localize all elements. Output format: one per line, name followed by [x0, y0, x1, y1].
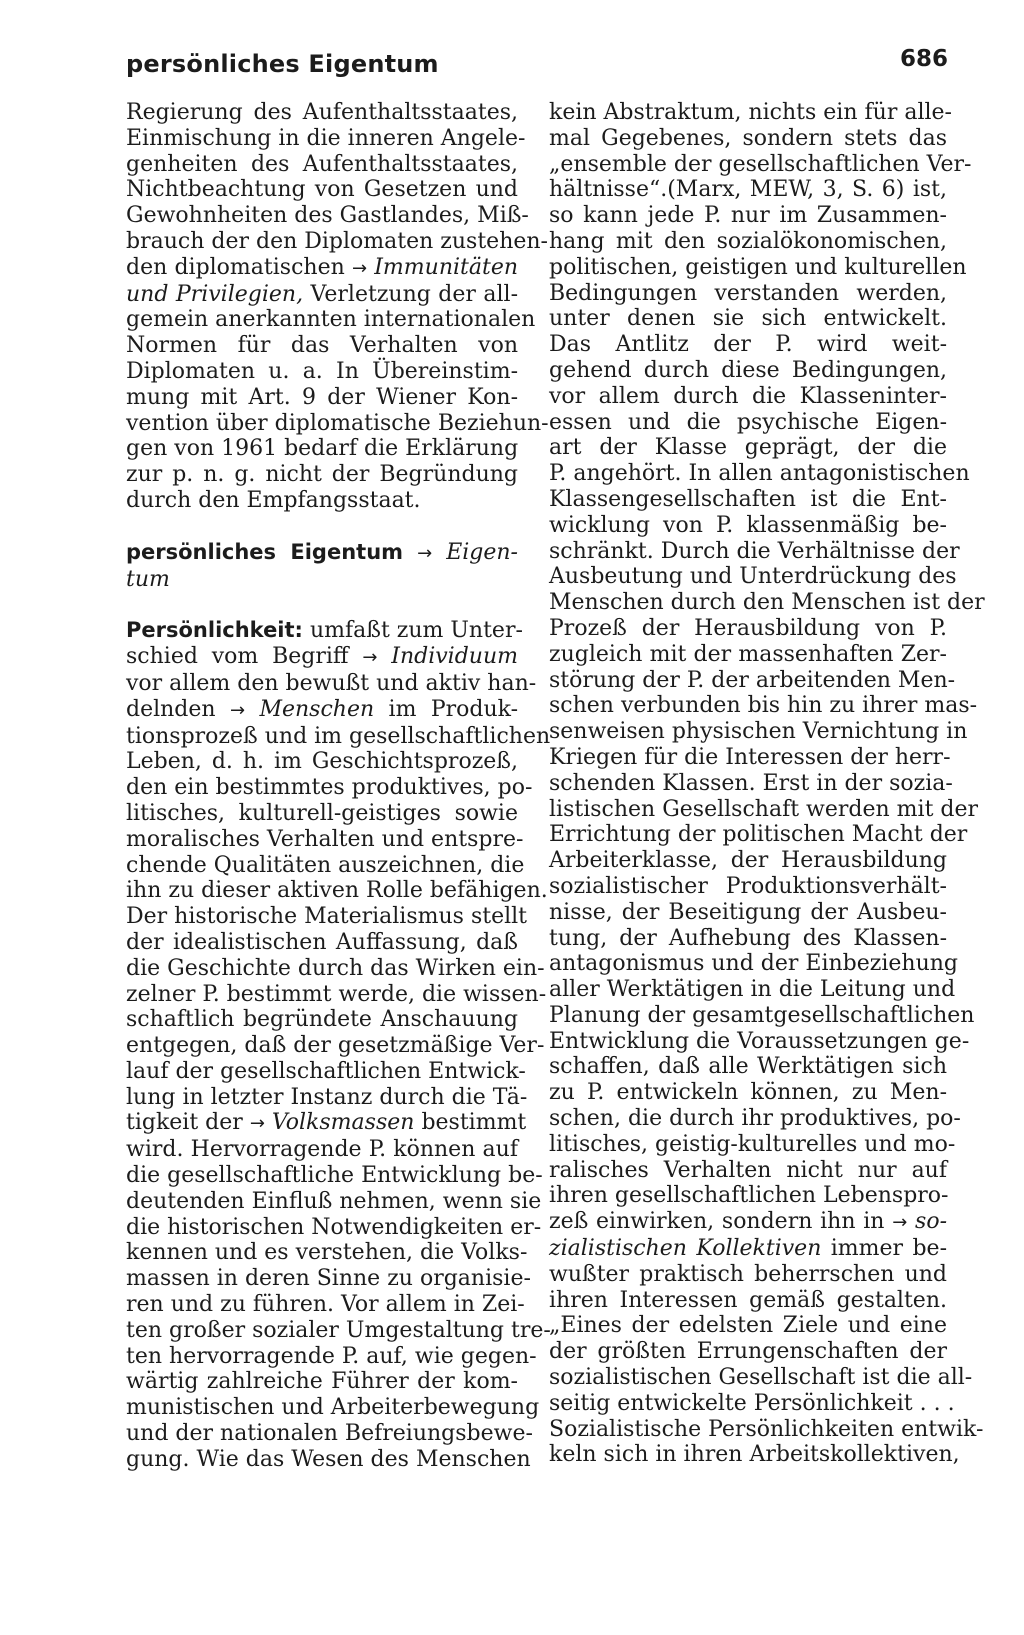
entry-persoenliches-eigentum	[126, 540, 518, 567]
text-line: zur p. n. g. nicht der Begründung	[126, 462, 518, 488]
cross-reference[interactable]: und Privilegien,	[126, 281, 304, 307]
text-line: aller Werktätigen in die Leitung und	[549, 977, 956, 1003]
text-line: Sozialistische Persönlichkeiten entwik-	[549, 1416, 984, 1442]
text-line: deutenden Einfluß nehmen, wenn sie	[126, 1188, 542, 1214]
text-line: wärtig zahlreiche Führer der kom-	[126, 1369, 518, 1395]
text-line: Prozeß der Herausbildung von P.	[549, 615, 947, 641]
text-line: ren und zu führen. Vor allem in Zei-	[126, 1292, 525, 1318]
text-line: schaffen, daß alle Werktätigen sich	[549, 1054, 947, 1080]
text-line: Gewohnheiten des Gastlandes, Miß-	[126, 203, 529, 229]
text-line: seitig entwickelte Persönlichkeit . . .	[549, 1390, 955, 1416]
text-line: ralisches Verhalten nicht nur auf	[549, 1157, 947, 1183]
entry-body-right	[549, 100, 985, 1209]
text-line: essen und die psychische Eigen-	[549, 409, 947, 435]
text-line: moralisches Verhalten und entspre-	[126, 826, 524, 852]
text-line: schied vom Begriff → Individuum	[126, 644, 518, 670]
entry-body	[126, 723, 551, 1111]
text-line: genheiten des Aufenthaltsstaates,	[126, 151, 518, 177]
text-line: zeß einwirken, sondern ihn in → so-	[549, 1209, 948, 1235]
entry-persoenlichkeit: Persönlichkeit: umfaßt zum Unter-	[126, 618, 523, 644]
text-line: vor allem durch die Klasseninter-	[549, 383, 947, 409]
text-line: den ein bestimmtes produktives, po-	[126, 775, 533, 801]
text-line: tionsprozeß und im gesellschaftlichen	[126, 723, 551, 749]
cross-reference[interactable]: Immunitäten	[374, 254, 519, 280]
text-line: der größten Errungenschaften der	[549, 1339, 947, 1365]
text-line: Ausbeutung und Unterdrückung des	[549, 564, 957, 590]
text-line: schränkt. Durch die Verhältnisse der	[549, 538, 960, 564]
cross-reference[interactable]: Individuum	[391, 644, 518, 670]
text-line: ihren Interessen gemäß gestalten.	[549, 1287, 947, 1313]
text-line: nisse, der Beseitigung der Ausbeu-	[549, 899, 947, 925]
left-column	[126, 100, 551, 1473]
entry-headword: Persönlichkeit:	[126, 618, 303, 643]
text-line: art der Klasse geprägt, der die	[549, 435, 947, 461]
cross-reference[interactable]: zialistischen Kollektiven	[549, 1236, 822, 1262]
text-line: Nichtbeachtung von Gesetzen und	[126, 177, 518, 203]
text-line: vention über diplomatische Beziehun-	[126, 410, 549, 436]
right-column	[549, 100, 985, 1468]
entry-body-continued	[126, 1137, 551, 1472]
text-line: zialistischen Kollektiven immer be-	[549, 1236, 947, 1262]
text-line: wußter praktisch beherrschen und	[549, 1261, 947, 1287]
arrow-icon: →	[351, 257, 368, 279]
text-line: brauch der den Diplomaten zustehen-	[126, 228, 548, 254]
text-line: zugleich mit der massenhaften Zer-	[549, 641, 947, 667]
text-line: lung in letzter Instanz durch die Tä-	[126, 1084, 528, 1110]
text-line: zelner P. bestimmt werde, die wissen-	[126, 981, 547, 1007]
text-line: gen von 1961 bedarf die Erklärung	[126, 436, 519, 462]
text-line: ihren gesellschaftlichen Lebenspro-	[549, 1183, 949, 1209]
text-line: Bedingungen verstanden werden,	[549, 280, 947, 306]
text-line: sozialistischer Produktionsverhält-	[549, 873, 947, 899]
arrow-icon: →	[249, 1113, 265, 1135]
text-line: politischen, geistigen und kulturellen	[549, 254, 967, 280]
text-line: schaftlich begründete Anschauung	[126, 1007, 518, 1033]
text-line: Entwicklung die Voraussetzungen ge-	[549, 1028, 970, 1054]
text-line: der idealistischen Auffassung, daß	[126, 929, 518, 955]
arrow-icon: →	[362, 647, 378, 669]
text-line: massen in deren Sinne zu organisie-	[126, 1266, 531, 1292]
entry-continuation	[126, 100, 548, 255]
text-line: mung mit Art. 9 der Wiener Kon-	[126, 384, 518, 410]
text-line: Das Antlitz der P. wird weit-	[549, 332, 947, 358]
text-line: munistischen und Arbeiterbewegung	[126, 1395, 540, 1421]
text-line: gung. Wie das Wesen des Menschen	[126, 1446, 531, 1472]
text-line: Normen für das Verhalten von	[126, 333, 518, 359]
text-line: so kann jede P. nur im Zusammen-	[549, 203, 947, 229]
text-line: entgegen, daß der gesetzmäßige Ver-	[126, 1033, 545, 1059]
text-line: antagonismus und der Einbeziehung	[549, 951, 959, 977]
text-line: Der historische Materialismus stellt	[126, 904, 528, 930]
text-line: schen, die durch ihr produktives, po-	[549, 1106, 961, 1132]
cross-reference[interactable]: Eigen-	[446, 539, 518, 565]
entry-body-right-continued	[549, 1261, 984, 1468]
text-line: litisches, kulturell-geistiges sowie	[126, 800, 518, 826]
text-line: tigkeit der → Volksmassen bestimmt	[126, 1110, 527, 1136]
text-line: senweisen physischen Vernichtung in	[549, 719, 968, 745]
text-line: chende Qualitäten auszeichnen, die	[126, 852, 525, 878]
text-line: kein Abstraktum, nichts ein für alle-	[549, 100, 952, 125]
text-line: litisches, geistig-kulturelles und mo-	[549, 1131, 956, 1157]
text-line: schen verbunden bis hin zu ihrer mas-	[549, 693, 978, 719]
text-line: Leben, d. h. im Geschichtsprozeß,	[126, 749, 518, 775]
cross-reference[interactable]: Menschen	[259, 696, 375, 722]
text-line: die historischen Notwendigkeiten er-	[126, 1214, 542, 1240]
text-line: hang mit den sozialökonomischen,	[549, 228, 947, 254]
text-line: „Eines der edelsten Ziele und eine	[549, 1313, 947, 1339]
arrow-icon: →	[417, 542, 433, 564]
text-line: Regierung des Aufenthaltsstaates,	[126, 100, 518, 125]
text-line: schenden Klassen. Erst in der sozia-	[549, 770, 953, 796]
text-line: die gesellschaftliche Entwicklung be-	[126, 1163, 543, 1189]
text-line: Kriegen für die Interessen der herr-	[549, 744, 951, 770]
text-line: wird. Hervorragende P. können auf	[126, 1137, 518, 1163]
text-line	[126, 567, 518, 593]
entry-continuation-rest	[126, 307, 549, 513]
text-line: sozialistischen Gesellschaft ist die all-	[549, 1365, 973, 1391]
cross-reference[interactable]: tum	[126, 566, 170, 592]
text-line: Planung der gesamtgesellschaftlichen	[549, 1002, 975, 1028]
text-line: Errichtung der politischen Macht der	[549, 822, 968, 848]
text-line: vor allem den bewußt und aktiv han-	[126, 670, 537, 696]
running-head: persönliches Eigentum	[126, 50, 439, 78]
text-line: hältnisse“.(Marx, MEW, 3, S. 6) ist,	[549, 177, 947, 203]
page-number: 686	[900, 46, 949, 72]
arrow-icon: →	[229, 699, 246, 721]
text-line: ihn zu dieser aktiven Rolle befähigen.	[126, 878, 548, 904]
text-line: mal Gegebenes, sondern stets das	[549, 125, 947, 151]
arrow-icon: →	[892, 1212, 908, 1234]
text-line: den diplomatischen → Immunitäten	[126, 254, 519, 280]
text-line: durch den Empfangsstaat.	[126, 487, 421, 513]
text-line: die Geschichte durch das Wirken ein-	[126, 955, 545, 981]
text-line: zu P. entwickeln können, zu Men-	[549, 1080, 947, 1106]
text-line: kennen und es verstehen, die Volks-	[126, 1240, 528, 1266]
text-line: Menschen durch den Menschen ist der	[549, 590, 985, 616]
text-line: keln sich in ihren Arbeitskollektiven,	[549, 1442, 960, 1468]
text-line: und Privilegien, Verletzung der all-	[126, 281, 519, 307]
text-line: listischen Gesellschaft werden mit der	[549, 796, 979, 822]
text-line: und der nationalen Befreiungsbewe-	[126, 1421, 533, 1447]
text-line: ten großer sozialer Umgestaltung tre-	[126, 1317, 551, 1343]
entry-headword: persönliches Eigentum	[126, 539, 404, 564]
text-line: wicklung von P. klassenmäßig be-	[549, 512, 947, 538]
text-line: P. angehört. In allen antagonistischen	[549, 461, 970, 487]
text-line: gehend durch diese Bedingungen,	[549, 357, 947, 383]
text-line: gemein anerkannten internationalen	[126, 307, 536, 333]
text-line: unter denen sie sich entwickelt.	[549, 306, 947, 332]
text-line: lauf der gesellschaftlichen Entwick-	[126, 1058, 526, 1084]
cross-reference[interactable]: so-	[915, 1209, 948, 1235]
text-line: Einmischung in die inneren Angele-	[126, 125, 526, 151]
text-line: störung der P. der arbeitenden Men-	[549, 667, 956, 693]
text-line: Arbeiterklasse, der Herausbildung	[549, 848, 947, 874]
text-line: Diplomaten u. a. In Übereinstim-	[126, 358, 518, 384]
cross-reference[interactable]: Volksmassen	[271, 1110, 415, 1136]
text-line: „ensemble der gesellschaftlichen Ver-	[549, 151, 972, 177]
text-line: delnden → Menschen im Produk-	[126, 696, 519, 722]
text-line: tung, der Aufhebung des Klassen-	[549, 925, 947, 951]
text-line: Klassengesellschaften ist die Ent-	[549, 486, 947, 512]
text-line: ten hervorragende P. auf, wie gegen-	[126, 1343, 537, 1369]
